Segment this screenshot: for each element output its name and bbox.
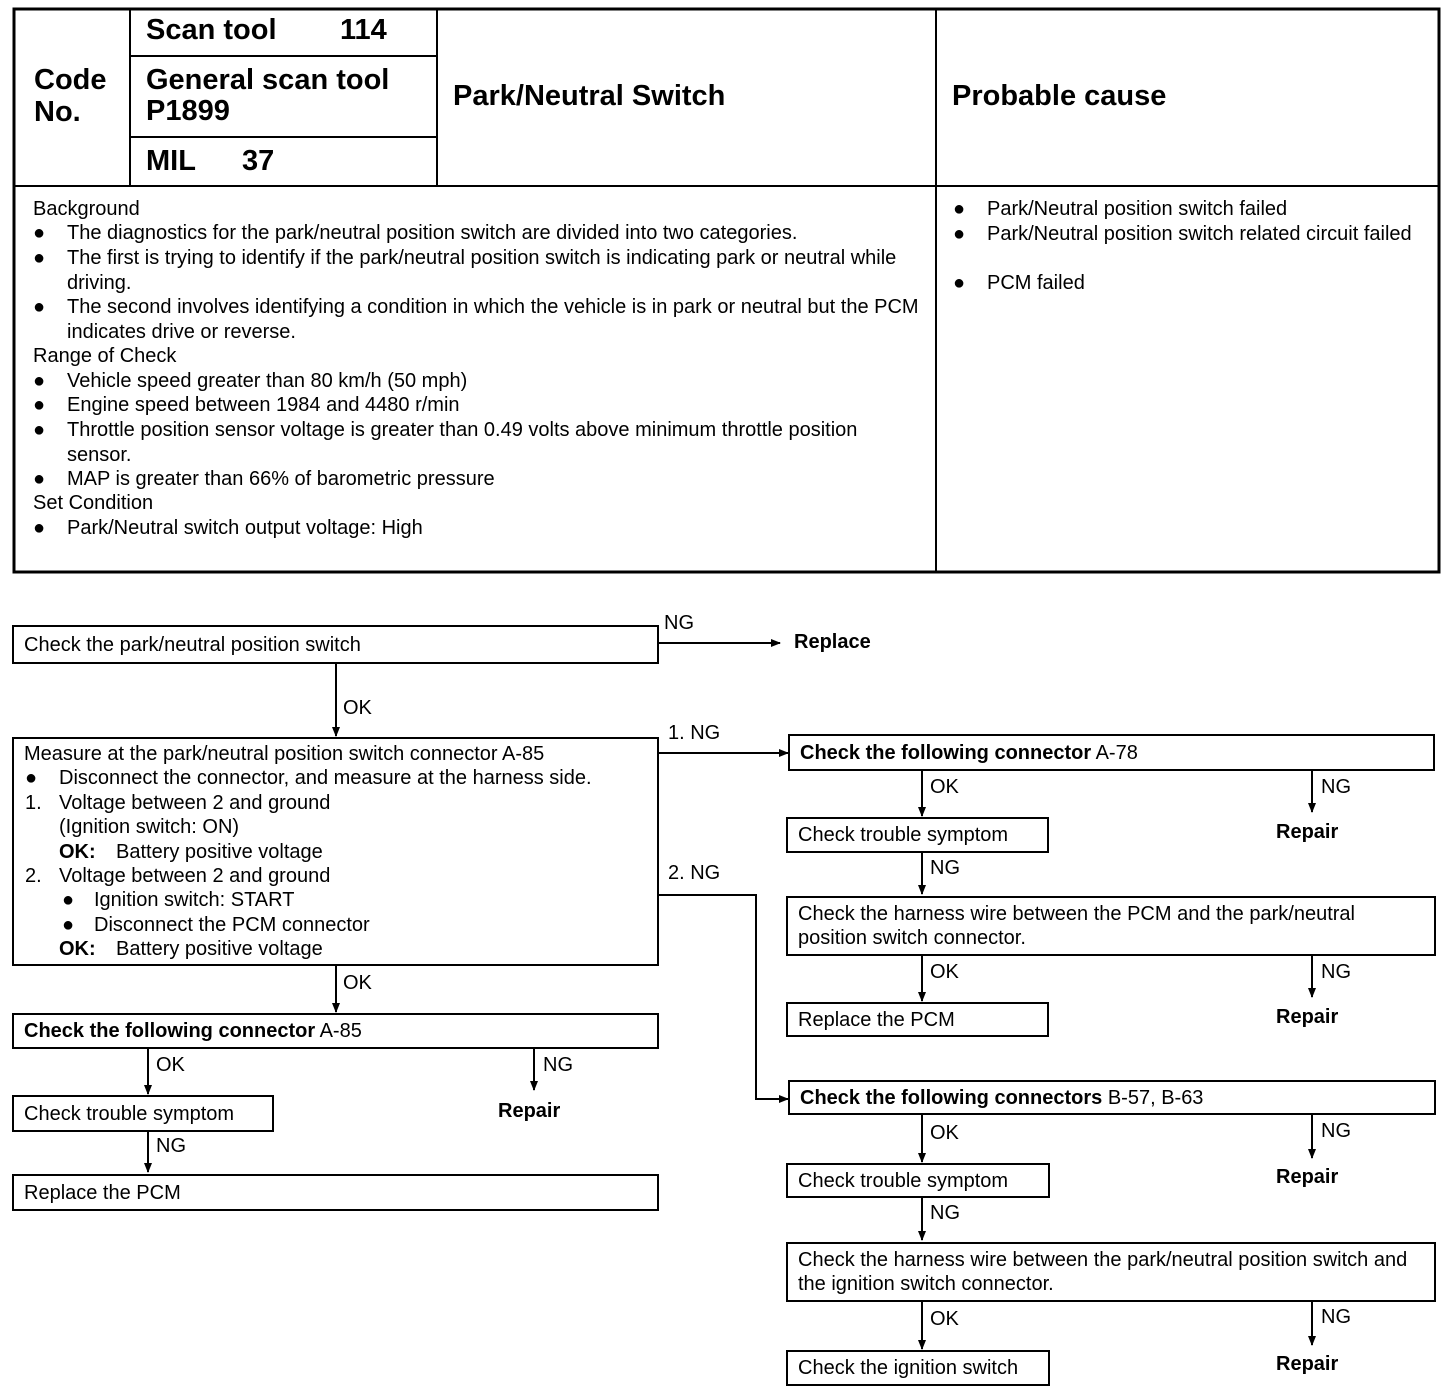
step-trouble-left xyxy=(12,1095,274,1132)
background-item: The second involves identifying a condition in which the vehicle is in park or neutral but the PCM indicates drive or reverse. xyxy=(67,296,919,343)
repair-label: Repair xyxy=(1276,1353,1339,1375)
step-check-switch xyxy=(12,625,659,664)
probable-cause-item: PCM failed xyxy=(987,272,1085,294)
harness-ignition-label: Check the harness wire between the park/neutral position switch and the ignition switch connector. xyxy=(798,1249,1408,1295)
connector-a78-code: A-78 xyxy=(1095,742,1138,764)
ok-label: OK xyxy=(343,972,372,994)
measure-ok-value-2: Battery positive voltage xyxy=(116,938,323,960)
step-check-switch-label: Check the park/neutral position switch xyxy=(24,634,361,656)
mil-label: MIL xyxy=(146,145,196,177)
connector-a85-label: Check the following connector xyxy=(24,1020,316,1042)
ng-label: NG xyxy=(1321,1306,1351,1328)
background-item: The diagnostics for the park/neutral position switch are divided into two categories. xyxy=(67,222,798,244)
repair-label: Repair xyxy=(1276,1006,1339,1028)
measure-item-1: Voltage between 2 and ground xyxy=(59,792,331,814)
measure-ok-value: Battery positive voltage xyxy=(116,841,323,863)
ng-label: NG xyxy=(156,1135,186,1157)
ok-label: OK xyxy=(930,776,959,798)
ng1-label: 1. NG xyxy=(668,722,721,744)
trouble-r1-label: Check trouble symptom xyxy=(798,824,1009,846)
ng-label: NG xyxy=(1321,776,1351,798)
general-scan-tool-value: P1899 xyxy=(146,95,230,127)
trouble-left-label: Check trouble symptom xyxy=(24,1103,235,1125)
bullet xyxy=(62,913,74,938)
ok-label: OK xyxy=(930,961,959,983)
bullet xyxy=(62,888,74,913)
measure-ok-label-2: OK: xyxy=(59,938,96,960)
ng-label: NG xyxy=(930,857,960,879)
step-trouble-r1 xyxy=(786,817,1049,853)
probable-cause-title: Probable cause xyxy=(952,80,1167,112)
mil-value: 37 xyxy=(242,145,275,177)
step-connector-a78 xyxy=(788,734,1435,771)
measure-item-2: Voltage between 2 and ground xyxy=(59,865,331,887)
check-ignition-label: Check the ignition switch xyxy=(798,1357,1019,1379)
connector-a78-label: Check the following connector xyxy=(800,742,1092,764)
set-item: Park/Neutral switch output voltage: High xyxy=(67,517,423,539)
repair-label: Repair xyxy=(498,1100,561,1122)
measure-title: Measure at the park/neutral position switch connector A-85 xyxy=(24,743,545,765)
ng2-label: 2. NG xyxy=(668,862,721,884)
replace-pcm-right-label: Replace the PCM xyxy=(798,1009,955,1031)
step-harness-pcm xyxy=(786,896,1436,956)
code-no-label: Code No. xyxy=(34,64,107,128)
range-heading: Range of Check xyxy=(33,345,177,367)
trouble-r2-label: Check trouble symptom xyxy=(798,1170,1009,1192)
measure-num-1: 1. xyxy=(25,792,42,814)
measure-item-1-cond: (Ignition switch: ON) xyxy=(59,816,240,838)
repair-label: Repair xyxy=(1276,1166,1339,1188)
step-check-ignition xyxy=(786,1350,1050,1386)
scan-tool-label: Scan tool xyxy=(146,14,277,46)
ng-label: NG xyxy=(664,612,694,634)
step-measure xyxy=(12,737,659,966)
replace-label: Replace xyxy=(794,631,871,653)
ok-label: OK xyxy=(156,1054,185,1076)
ng-label: NG xyxy=(930,1202,960,1224)
repair-label: Repair xyxy=(1276,821,1339,843)
ng-label: NG xyxy=(1321,1120,1351,1142)
probable-cause-item: Park/Neutral position switch failed xyxy=(987,198,1288,220)
step-replace-pcm-right xyxy=(786,1002,1049,1037)
measure-item-2-b2: Disconnect the PCM connector xyxy=(94,914,370,936)
background-item: The first is trying to identify if the park/neutral position switch is indicating park or neutral while driving. xyxy=(67,247,897,294)
page-title: Park/Neutral Switch xyxy=(453,80,726,112)
ng-label: NG xyxy=(543,1054,573,1076)
set-heading: Set Condition xyxy=(33,492,154,514)
probable-cause-item: Park/Neutral position switch related circuit failed xyxy=(987,223,1412,245)
step-replace-pcm-left xyxy=(12,1174,659,1211)
connectors-b-label: Check the following connectors xyxy=(800,1087,1103,1109)
measure-disconnect: Disconnect the connector, and measure at the harness side. xyxy=(59,767,592,789)
arrow-ng2 xyxy=(658,895,788,1099)
measure-ok-label: OK: xyxy=(59,841,96,863)
step-connectors-b xyxy=(788,1080,1436,1115)
measure-num-2: 2. xyxy=(25,865,42,887)
ok-label: OK xyxy=(930,1122,959,1144)
range-item: Throttle position sensor voltage is greater than 0.49 volts above minimum throttle position sensor. xyxy=(67,419,858,466)
ok-label: OK xyxy=(343,697,372,719)
range-item: Engine speed between 1984 and 4480 r/min xyxy=(67,394,460,416)
range-item: MAP is greater than 66% of barometric pressure xyxy=(67,468,495,490)
ng-label: NG xyxy=(1321,961,1351,983)
measure-item-2-b1: Ignition switch: START xyxy=(94,889,295,911)
general-scan-tool-label: General scan tool xyxy=(146,64,390,96)
step-harness-ignition xyxy=(786,1242,1436,1302)
step-trouble-r2 xyxy=(786,1163,1050,1198)
connectors-b-code: B-57, B-63 xyxy=(1107,1087,1204,1109)
background-heading: Background xyxy=(33,198,140,220)
connector-a85-code: A-85 xyxy=(319,1020,362,1042)
replace-pcm-left-label: Replace the PCM xyxy=(24,1182,181,1204)
step-connector-a85 xyxy=(12,1013,659,1049)
ok-label: OK xyxy=(930,1308,959,1330)
bullet xyxy=(25,766,37,791)
harness-pcm-label: Check the harness wire between the PCM and the park/neutral position switch connector. xyxy=(798,903,1355,949)
range-item: Vehicle speed greater than 80 km/h (50 mph) xyxy=(67,370,468,392)
scan-tool-value: 114 xyxy=(340,14,387,46)
